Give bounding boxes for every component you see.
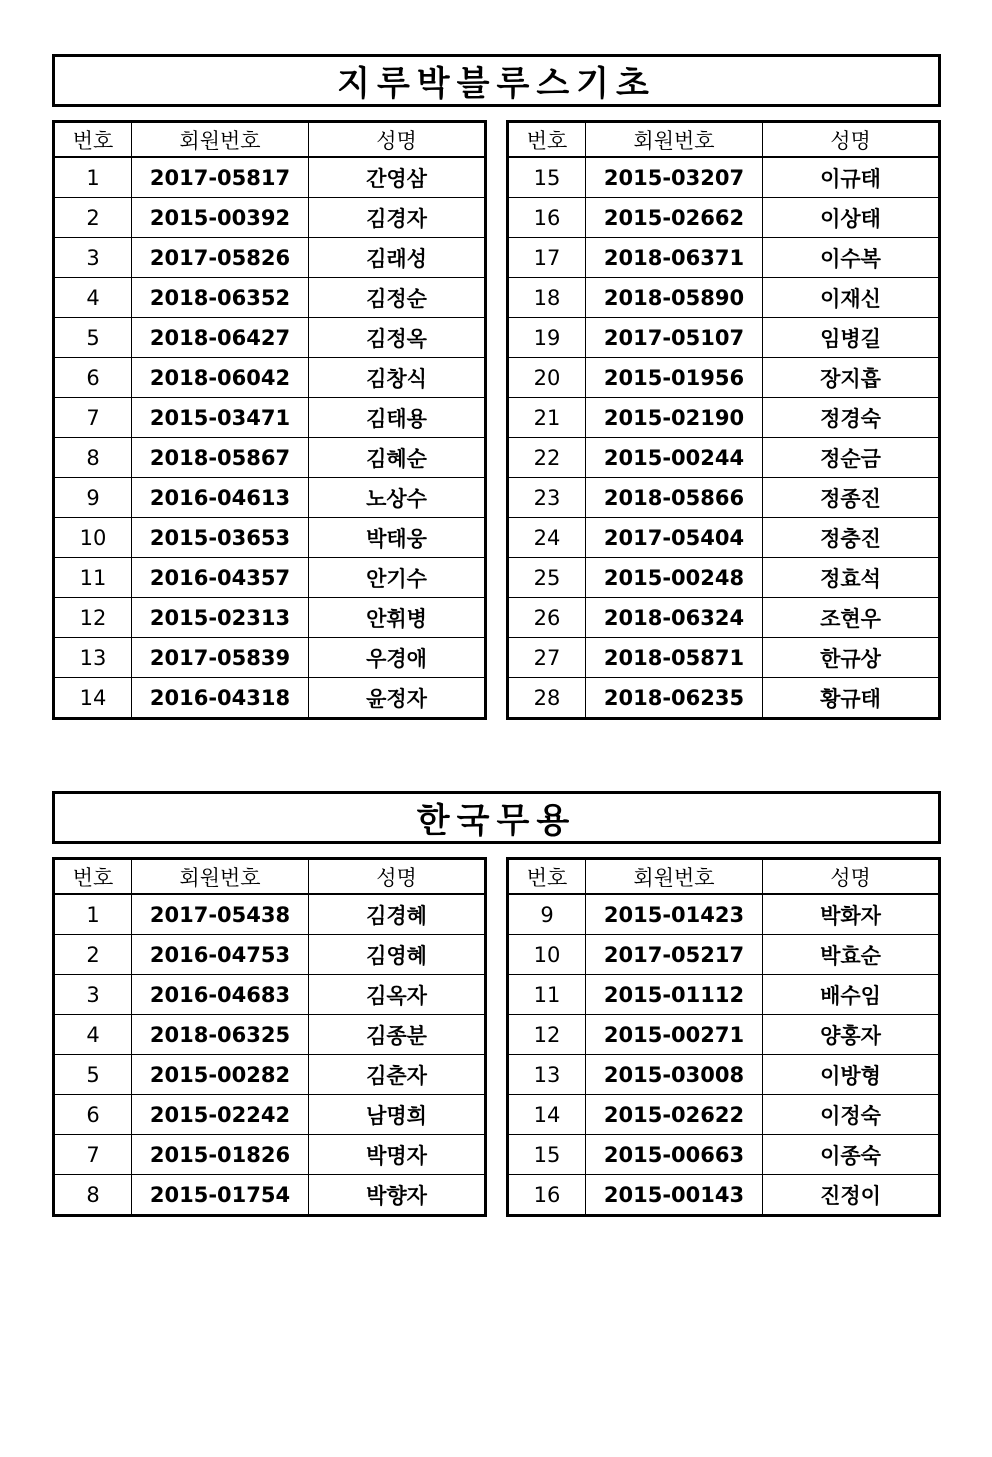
table-row — [508, 1135, 940, 1175]
member-name: 김옥자 — [309, 975, 486, 1015]
member-name: 이수복 — [763, 238, 940, 278]
section-korean-dance — [52, 791, 941, 1457]
header-number: 번호 — [54, 859, 132, 895]
member-id: 2016-04318 — [132, 678, 309, 719]
member-number: 19 — [508, 318, 586, 358]
member-number: 10 — [508, 935, 586, 975]
member-number: 3 — [54, 975, 132, 1015]
member-name: 김정순 — [309, 278, 486, 318]
table-row — [508, 975, 940, 1015]
member-name: 박향자 — [309, 1175, 486, 1216]
member-number: 8 — [54, 438, 132, 478]
member-number: 28 — [508, 678, 586, 719]
member-id: 2018-05866 — [586, 478, 763, 518]
table-row — [508, 1015, 940, 1055]
member-name: 박화자 — [763, 894, 940, 935]
member-name: 이상태 — [763, 198, 940, 238]
member-name: 김경혜 — [309, 894, 486, 935]
member-id: 2015-00392 — [132, 198, 309, 238]
member-number: 6 — [54, 358, 132, 398]
section-title: 한국무용 — [52, 791, 941, 844]
member-name: 안기수 — [309, 558, 486, 598]
table-row — [508, 398, 940, 438]
member-id: 2017-05404 — [586, 518, 763, 558]
member-number: 20 — [508, 358, 586, 398]
header-name: 성명 — [763, 859, 940, 895]
member-number: 7 — [54, 398, 132, 438]
member-name: 정경숙 — [763, 398, 940, 438]
table-row — [54, 598, 486, 638]
member-number: 24 — [508, 518, 586, 558]
member-number: 7 — [54, 1135, 132, 1175]
table-row — [54, 1015, 486, 1055]
table-row — [508, 438, 940, 478]
table-row — [54, 935, 486, 975]
member-id: 2017-05826 — [132, 238, 309, 278]
table-row — [508, 935, 940, 975]
member-id: 2016-04613 — [132, 478, 309, 518]
member-id: 2017-05839 — [132, 638, 309, 678]
header-member-id: 회원번호 — [132, 122, 309, 158]
table-row — [54, 1055, 486, 1095]
header-row — [508, 122, 940, 158]
member-name: 정종진 — [763, 478, 940, 518]
member-number: 9 — [508, 894, 586, 935]
member-id: 2016-04753 — [132, 935, 309, 975]
member-name: 양홍자 — [763, 1015, 940, 1055]
table-row — [54, 398, 486, 438]
member-id: 2015-01956 — [586, 358, 763, 398]
member-number: 16 — [508, 198, 586, 238]
member-name: 이방형 — [763, 1055, 940, 1095]
member-id: 2018-06042 — [132, 358, 309, 398]
member-name: 조현우 — [763, 598, 940, 638]
member-id: 2015-02622 — [586, 1095, 763, 1135]
table-row — [54, 278, 486, 318]
member-number: 14 — [508, 1095, 586, 1135]
table-row — [54, 894, 486, 935]
member-name: 황규태 — [763, 678, 940, 719]
member-number: 22 — [508, 438, 586, 478]
member-number: 23 — [508, 478, 586, 518]
member-number: 13 — [508, 1055, 586, 1095]
header-number: 번호 — [54, 122, 132, 158]
member-name: 김래성 — [309, 238, 486, 278]
member-id: 2018-06427 — [132, 318, 309, 358]
table-row — [54, 478, 486, 518]
member-name: 이정숙 — [763, 1095, 940, 1135]
member-name: 김정옥 — [309, 318, 486, 358]
member-id: 2018-06325 — [132, 1015, 309, 1055]
table-row — [508, 157, 940, 198]
table-row — [54, 1135, 486, 1175]
member-id: 2018-06324 — [586, 598, 763, 638]
table-row — [54, 318, 486, 358]
member-name: 박태웅 — [309, 518, 486, 558]
table-row — [508, 558, 940, 598]
table-row — [508, 318, 940, 358]
member-name: 안휘병 — [309, 598, 486, 638]
member-name: 진정이 — [763, 1175, 940, 1216]
member-number: 11 — [508, 975, 586, 1015]
roster-table-left — [52, 120, 487, 720]
member-number: 13 — [54, 638, 132, 678]
member-id: 2015-01754 — [132, 1175, 309, 1216]
member-name: 장지흡 — [763, 358, 940, 398]
member-id: 2015-00282 — [132, 1055, 309, 1095]
table-row — [54, 1095, 486, 1135]
member-id: 2015-03653 — [132, 518, 309, 558]
member-name: 박명자 — [309, 1135, 486, 1175]
header-name: 성명 — [309, 122, 486, 158]
member-number: 2 — [54, 198, 132, 238]
table-row — [508, 1095, 940, 1135]
table-row — [54, 678, 486, 719]
member-name: 배수임 — [763, 975, 940, 1015]
member-id: 2015-03471 — [132, 398, 309, 438]
header-row — [54, 122, 486, 158]
table-row — [508, 1175, 940, 1216]
header-member-id: 회원번호 — [586, 122, 763, 158]
member-name: 김춘자 — [309, 1055, 486, 1095]
member-number: 16 — [508, 1175, 586, 1216]
member-name: 정효석 — [763, 558, 940, 598]
table-row — [508, 894, 940, 935]
member-name: 김경자 — [309, 198, 486, 238]
roster-tables — [52, 857, 941, 1457]
member-name: 김혜순 — [309, 438, 486, 478]
member-id: 2015-03207 — [586, 157, 763, 198]
member-name: 남명희 — [309, 1095, 486, 1135]
member-id: 2017-05107 — [586, 318, 763, 358]
member-number: 5 — [54, 1055, 132, 1095]
table-row — [508, 518, 940, 558]
member-id: 2018-06235 — [586, 678, 763, 719]
header-number: 번호 — [508, 859, 586, 895]
member-name: 노상수 — [309, 478, 486, 518]
member-number: 4 — [54, 1015, 132, 1055]
table-row — [508, 1055, 940, 1095]
header-member-id: 회원번호 — [132, 859, 309, 895]
member-id: 2015-02662 — [586, 198, 763, 238]
member-number: 12 — [508, 1015, 586, 1055]
member-id: 2015-01112 — [586, 975, 763, 1015]
table-row — [54, 638, 486, 678]
table-row — [508, 678, 940, 719]
table-row — [54, 358, 486, 398]
table-row — [508, 198, 940, 238]
table-row — [54, 157, 486, 198]
member-id: 2015-02190 — [586, 398, 763, 438]
member-number: 27 — [508, 638, 586, 678]
member-name: 이규태 — [763, 157, 940, 198]
member-id: 2016-04683 — [132, 975, 309, 1015]
member-number: 26 — [508, 598, 586, 638]
member-id: 2015-01826 — [132, 1135, 309, 1175]
member-id: 2015-01423 — [586, 894, 763, 935]
member-name: 윤정자 — [309, 678, 486, 719]
member-id: 2015-02242 — [132, 1095, 309, 1135]
table-row — [54, 198, 486, 238]
member-name: 김종분 — [309, 1015, 486, 1055]
member-number: 14 — [54, 678, 132, 719]
member-number: 2 — [54, 935, 132, 975]
member-name: 김영혜 — [309, 935, 486, 975]
member-number: 1 — [54, 894, 132, 935]
table-row — [54, 518, 486, 558]
member-number: 9 — [54, 478, 132, 518]
member-id: 2016-04357 — [132, 558, 309, 598]
table-row — [508, 598, 940, 638]
member-number: 17 — [508, 238, 586, 278]
member-name: 정충진 — [763, 518, 940, 558]
member-number: 12 — [54, 598, 132, 638]
member-id: 2015-03008 — [586, 1055, 763, 1095]
member-id: 2015-00271 — [586, 1015, 763, 1055]
table-row — [508, 478, 940, 518]
member-name: 간영삼 — [309, 157, 486, 198]
member-id: 2018-05867 — [132, 438, 309, 478]
table-row — [508, 238, 940, 278]
member-id: 2018-06352 — [132, 278, 309, 318]
member-number: 1 — [54, 157, 132, 198]
member-number: 25 — [508, 558, 586, 598]
member-id: 2018-05871 — [586, 638, 763, 678]
member-name: 박효순 — [763, 935, 940, 975]
member-name: 정순금 — [763, 438, 940, 478]
member-id: 2015-00244 — [586, 438, 763, 478]
header-name: 성명 — [309, 859, 486, 895]
section-jitterbug-blues — [52, 54, 941, 720]
table-row — [54, 438, 486, 478]
member-number: 21 — [508, 398, 586, 438]
member-id: 2015-00663 — [586, 1135, 763, 1175]
member-number: 8 — [54, 1175, 132, 1216]
member-id: 2015-00143 — [586, 1175, 763, 1216]
roster-tables — [52, 120, 941, 720]
member-id: 2017-05817 — [132, 157, 309, 198]
table-row — [508, 638, 940, 678]
roster-table-right — [506, 120, 941, 720]
roster-table-left — [52, 857, 487, 1217]
member-number: 15 — [508, 1135, 586, 1175]
table-row — [508, 278, 940, 318]
table-row — [54, 558, 486, 598]
table-row — [54, 238, 486, 278]
member-name: 임병길 — [763, 318, 940, 358]
header-row — [508, 859, 940, 895]
member-number: 11 — [54, 558, 132, 598]
member-id: 2017-05438 — [132, 894, 309, 935]
header-row — [54, 859, 486, 895]
member-name: 우경애 — [309, 638, 486, 678]
member-number: 6 — [54, 1095, 132, 1135]
member-id: 2015-00248 — [586, 558, 763, 598]
member-number: 10 — [54, 518, 132, 558]
table-row — [54, 1175, 486, 1216]
member-name: 이재신 — [763, 278, 940, 318]
member-name: 이종숙 — [763, 1135, 940, 1175]
member-id: 2017-05217 — [586, 935, 763, 975]
member-number: 5 — [54, 318, 132, 358]
header-name: 성명 — [763, 122, 940, 158]
member-id: 2018-05890 — [586, 278, 763, 318]
section-title: 지루박블루스기초 — [52, 54, 941, 107]
table-row — [54, 975, 486, 1015]
member-number: 15 — [508, 157, 586, 198]
member-name: 한규상 — [763, 638, 940, 678]
header-member-id: 회원번호 — [586, 859, 763, 895]
table-row — [508, 358, 940, 398]
header-number: 번호 — [508, 122, 586, 158]
member-id: 2018-06371 — [586, 238, 763, 278]
member-number: 4 — [54, 278, 132, 318]
member-name: 김태용 — [309, 398, 486, 438]
member-number: 18 — [508, 278, 586, 318]
member-number: 3 — [54, 238, 132, 278]
roster-table-right — [506, 857, 941, 1217]
member-name: 김창식 — [309, 358, 486, 398]
member-id: 2015-02313 — [132, 598, 309, 638]
